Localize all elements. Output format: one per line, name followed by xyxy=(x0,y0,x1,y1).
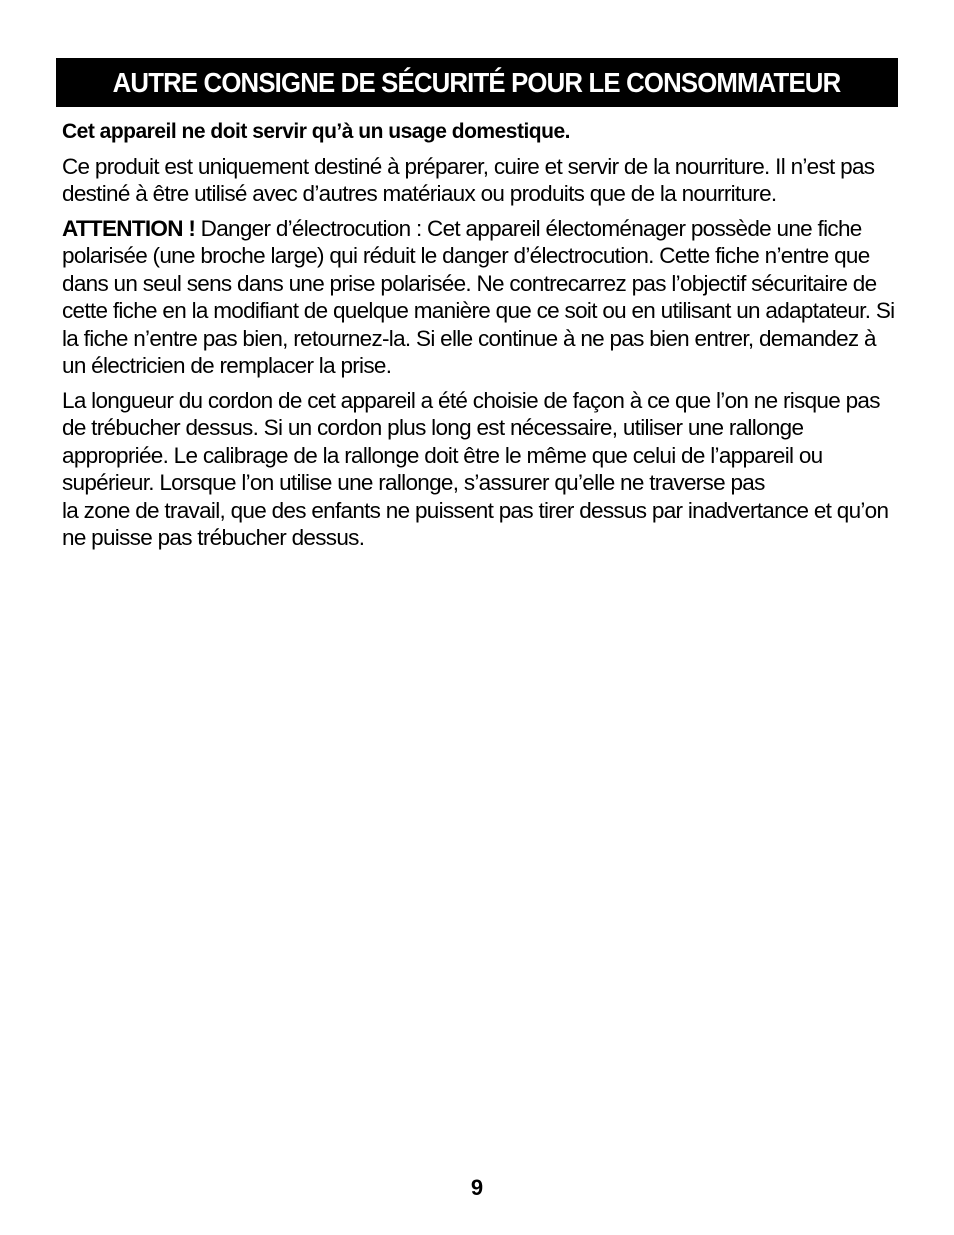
cord-paragraph xyxy=(62,387,898,552)
section-title: AUTRE CONSIGNE DE SÉCURITÉ POUR LE CONSOMMATEUR xyxy=(113,66,841,98)
attention-text: Danger d’électrocution : Cet appareil électoménager possède une fiche polarisée (une broche large) qui réduit le danger d’électrocution. Cette fiche n’entre que dans un seul sens dans une prise polarisée. Ne contrecarrez pas l’objectif sécuritaire de cette fiche en la modifiant de quelque manière que ce soit ou en utilisant un adaptateur. Si la fiche n’entre pas bien, retournez-la. Si elle continue à ne pas bien entrer, demandez à un électricien de remplacer la prise. xyxy=(62,215,895,378)
cord-text-line2: la zone de travail, que des enfants ne puissent pas tirer dessus par inadvertance et qu’on ne puisse pas trébucher dessus. xyxy=(62,497,889,550)
section-title-bar xyxy=(56,58,898,107)
cord-text-line1: La longueur du cordon de cet appareil a été choisie de façon à ce que l’on ne risque pas de trébucher dessus. Si un cordon plus long est nécessaire, utiliser une rallonge appropriée. Le calibrage de la rallonge doit être le même que celui de l’appareil ou supérieur. Lorsque l’on utilise une rallonge, s’assurer qu’elle ne traverse pas xyxy=(62,387,880,495)
document-body xyxy=(62,118,898,559)
page-number: 9 xyxy=(470,1175,484,1200)
lead-sentence: Cet appareil ne doit servir qu’à un usage domestique. xyxy=(62,120,570,143)
attention-paragraph xyxy=(62,215,898,380)
usage-paragraph: Ce produit est uniquement destiné à préparer, cuire et servir de la nourriture. Il n’est pas destiné à être utilisé avec d’autres matériaux ou produits que de la nourriture. xyxy=(62,153,875,206)
attention-label: ATTENTION ! xyxy=(62,215,196,241)
